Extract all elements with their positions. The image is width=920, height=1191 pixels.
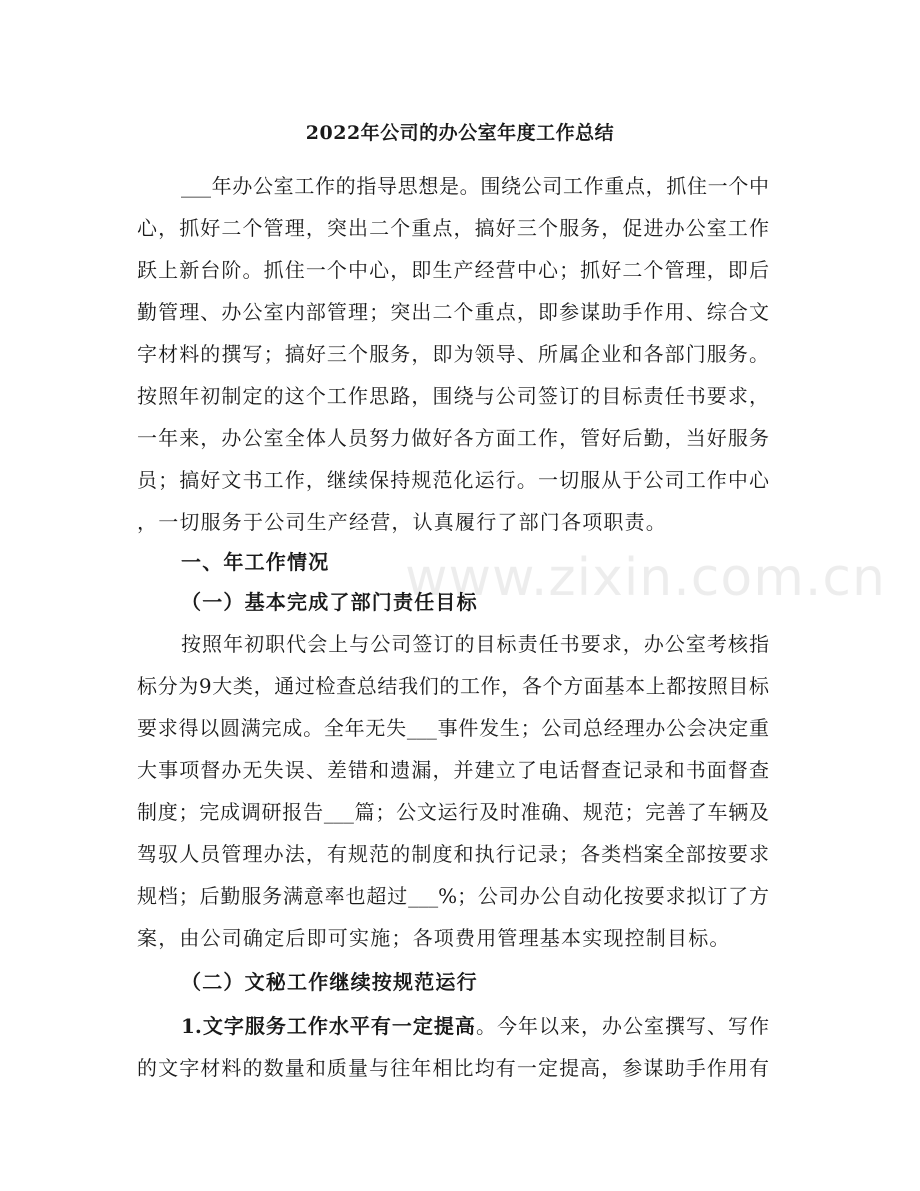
paragraph-line: 字材料的撰写；搞好三个服务，即为领导、所属企业和各部门服务。 xyxy=(137,342,769,366)
paragraph-line: 勤管理、办公室内部管理；突出二个重点，即参谋助手作用、综合文 xyxy=(137,300,769,324)
paragraph-line: 规档；后勤服务满意率也超过___%；公司办公自动化按要求拟订了方 xyxy=(137,884,769,908)
paragraph-line: 跃上新台阶。抓住一个中心，即生产经营中心；抓好二个管理，即后 xyxy=(137,258,769,282)
sub-heading: （一）基本完成了部门责任目标 xyxy=(181,590,478,614)
watermark: www.zixin.com.cn xyxy=(405,548,886,608)
paragraph-line: 一年来，办公室全体人员努力做好各方面工作，管好后勤，当好服务 xyxy=(137,426,769,450)
sub-heading: （二）文秘工作继续按规范运行 xyxy=(181,970,478,994)
item-line xyxy=(181,1012,769,1040)
paragraph-line: 按照年初职代会上与公司签订的目标责任书要求，办公室考核指 xyxy=(181,632,769,656)
paragraph-line: 员；搞好文书工作，继续保持规范化运行。一切服从于公司工作中心 xyxy=(137,468,769,492)
paragraph-line: 大事项督办无失误、差错和遗漏，并建立了电话督查记录和书面督查 xyxy=(137,758,769,782)
item-rest-text: 。今年以来，办公室撰写、写作 xyxy=(475,1014,769,1038)
paragraph-line: 标分为9大类，通过检查总结我们的工作，各个方面基本上都按照目标 xyxy=(137,674,769,698)
document-title: 2022年公司的办公室年度工作总结 xyxy=(305,122,615,144)
paragraph-line: 按照年初制定的这个工作思路，围绕与公司签订的目标责任书要求， xyxy=(137,384,769,408)
paragraph-line: 心，抓好二个管理，突出二个重点，搞好三个服务，促进办公室工作 xyxy=(137,216,769,240)
paragraph-line: 要求得以圆满完成。全年无失___事件发生；公司总经理办公会决定重 xyxy=(137,716,769,740)
paragraph-line: ___年办公室工作的指导思想是。围绕公司工作重点，抓住一个中 xyxy=(181,174,769,198)
paragraph-line: 制度；完成调研报告___篇；公文运行及时准确、规范；完善了车辆及 xyxy=(137,800,769,824)
paragraph-line: 案，由公司确定后即可实施；各项费用管理基本实现控制目标。 xyxy=(137,926,731,950)
paragraph-line: 的文字材料的数量和质量与往年相比均有一定提高，参谋助手作用有 xyxy=(137,1056,769,1080)
item-lead-text: 1.文字服务工作水平有一定提高 xyxy=(181,1014,476,1038)
paragraph-line: 驾驭人员管理办法，有规范的制度和执行记录；各类档案全部按要求 xyxy=(137,842,769,866)
section-heading: 一、年工作情况 xyxy=(181,550,330,574)
paragraph-line: ，一切服务于公司生产经营，认真履行了部门各项职责。 xyxy=(137,510,667,534)
